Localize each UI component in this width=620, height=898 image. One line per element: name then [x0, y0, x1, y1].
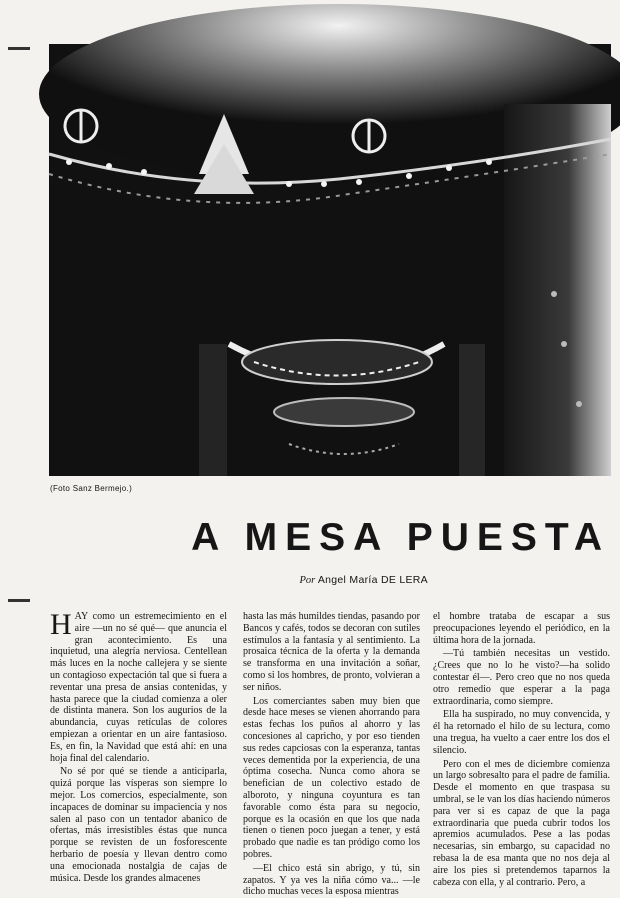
- photo-illustration: [49, 44, 611, 476]
- text-column-3: [433, 611, 610, 888]
- paragraph: —Tú también necesitas un vestido. ¿Crees que no lo he visto?—ha solido contestar él—. Pero creo que no nos queda otro remedio que esperar a la paga extraordinaria, como siempre.: [433, 648, 610, 707]
- paragraph: Los comerciantes saben muy bien que desde hace meses se vienen ahorrando para estas fechas los puños al ahorro y las concesiones al capricho, y por eso tienden sus redes capciosas con la esperanza, tantas veces dementida por la experiencia, de una óptima cosecha. Nunca como ahora se benefician de un colectivo estado de alboroto, y ninguna coyuntura es tan favorable como ésta para su negocio, porque es la ocasión en que los que nada tienen o tienen poco juegan a tener, y está probado que nadie es tan pródigo como los pobres.: [243, 695, 420, 860]
- photo-credit: (Foto Sanz Bermejo.): [50, 484, 133, 493]
- margin-mark: [8, 47, 30, 50]
- paragraph: Ella ha suspirado, no muy convencida, y él ha retornado el hilo de su lectura, como una tregua, ha vuelto a caer entre los dos el silencio.: [433, 709, 610, 756]
- article-title: A MESA PUESTA: [191, 516, 610, 559]
- paragraph: —El chico está sin abrigo, y tú, sin zapatos. Y ya ves la niña cómo va... —le dicho muchas veces la esposa mientras: [243, 862, 420, 898]
- paragraph: No sé por qué se tiende a anticiparla, quizá porque las vísperas son siempre lo mejor. Los comercios, especialmente, son incapaces de dominar su impaciencia y nos salen al paso con un tentador abanico de ofertas, más irresistibles éstas que nunca porque se revisten de un fosforescente herbario de poesía y llevan dentro como una emocionada nostalgia de cajas de música. Desde los grandes almacenes: [50, 766, 227, 884]
- margin-mark: [8, 599, 30, 602]
- byline-author: Angel María DE LERA: [317, 574, 428, 586]
- drop-cap: H: [50, 608, 72, 641]
- byline: [299, 574, 428, 586]
- paragraph: el hombre trataba de escapar a sus preocupaciones leyendo el periódico, en la última hora de la jornada.: [433, 611, 610, 646]
- paragraph: Pero con el mes de diciembre comienza un largo sobresalto para el padre de familia. Desde el momento en que traspasa su umbral, se le van los días haciendo números para ver si es capaz de que la paga extraordinaria que pueda cubrir todos los apremios acumulados. Pese a las podas necesarias, sin embargo, su capacidad no rebasa la de esa manta que no nos deja al aire los pies si pretendemos taparnos la cabeza con ella, y al contrario. Pero, a: [433, 758, 610, 888]
- christmas-street-photo: [49, 44, 611, 476]
- byline-prefix: Por: [299, 575, 316, 586]
- text-column-1: [50, 608, 227, 884]
- paragraph: hasta las más humildes tiendas, pasando por Bancos y cafés, todos se decoran con sutiles estímulos a la fantasía y al sentimiento. La prosaica técnica de la oferta y la demanda se transforma en una invitación a soñar, como si los hombres, de pronto, volvieran a ser niños.: [243, 611, 420, 693]
- text-column-2: [243, 611, 420, 898]
- paragraph: HAY como un estremecimiento en el aire —un no sé qué— que anuncia el gran acontecimiento. Es una inquietud, una alegría nerviosa. Centellean más luces en la noche callejera y se siente un contagioso expectación tal que si fuera a reventar una presa de ansias contenidas, y hasta parece que la ciudad comienza a oler de distinta manera. Son los augurios de la abundancia, cuyas retículas de colores empiezan a orientar en un aire fantasioso. Es, en fin, la Navidad que está ahí: en una hoja final del calendario.: [50, 608, 227, 764]
